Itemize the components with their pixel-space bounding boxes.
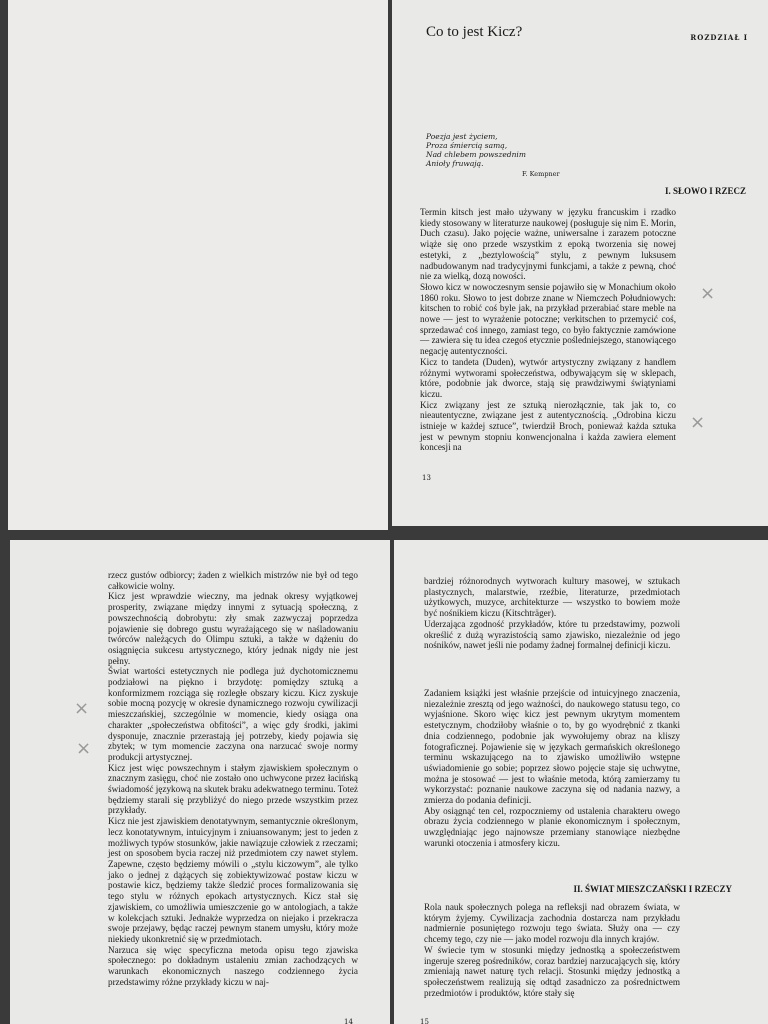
- page-15-body-bottom: [424, 902, 680, 998]
- paragraph: Narzuca się więc specyficzna metoda opisu tego zjawiska społecznego: po dokładnym ustaleniu zmian zachodzących w warunkach ekonomicznych naszego codziennego życia przedstawimy różne przykłady kiczu w naj-: [108, 944, 358, 987]
- page-number: 13: [422, 474, 431, 482]
- paragraph: bardziej różnorodnych wytworach kultury masowej, w sztukach plastycznych, malarstwie, rzeźbie, literaturze, przedmiotach użytkowych, muzyce, architekturze — wszystko to bowiem może być nośnikiem kiczu (Kitschträger).: [424, 576, 680, 619]
- page-15: [394, 540, 768, 1024]
- motto-author: F. Kempner: [522, 170, 560, 178]
- paragraph: Kicz związany jest ze sztuką nierozłącznie, tak jak to, co nieautentyczne, związane jest z autentycznością. „Odrobina kiczu istnieje w każdej sztuce”, twierdził Broch, ponieważ każda sztuka jest w pewnym stopniu konwencjonalna i każda zawiera element koncesji na: [420, 399, 676, 453]
- section-title: I. SŁOWO I RZECZ: [664, 186, 746, 196]
- page-14-body: [108, 570, 358, 987]
- paragraph: Zadaniem książki jest właśnie przejście od intuicyjnego znaczenia, niezależnie zresztą od jego ważności, do naukowego statusu tego, co wyjaśnione. Skoro więc kicz jest pewnym ukrytym momentem estetycznym, chodziłoby właśnie o to, by go wyodrębnić z tkanki dnia codziennego, podobnie jak wywołujemy obraz na kliszy fotograficznej. Pojawienie się w językach germańskich określonego terminu wskazującego na to zjawisko umożliwiło wstępne uświadomienie go sobie; poprzez słowo pojęcie staje się uchwytne, można je stosować — jest to właśnie metoda, którą zamierzamy tu wykorzystać: poznanie naukowe zaczyna się od nadania nazwy, a zmierza do podania definicji.: [424, 688, 680, 806]
- paragraph: Kicz jest więc powszechnym i stałym zjawiskiem społecznym o znacznym zasięgu, choć nie zostało ono uchwycone przez łacińską świadomość językową na skutek braku adekwatnego terminu. Toteż będziemy starali się przybliżyć do niego przede wszystkim przez przykłady.: [108, 762, 358, 816]
- pencil-cross-mark-icon: ×: [76, 738, 92, 759]
- motto-line: Poezja jest życiem,: [426, 132, 498, 141]
- motto: [426, 132, 526, 168]
- paragraph: rzecz gustów odbiorcy; żaden z wielkich mistrzów nie był od tego całkowicie wolny.: [108, 570, 358, 591]
- paragraph: Słowo kicz w nowoczesnym sensie pojawiło się w Monachium około 1860 roku. Słowo to jest dobrze znane w Niemczech Południowych: kitschen to robić coś byle jak, na przykład przerabiać stare meble na nowe — jest to wyrażenie potoczne; verkitschen to przemycić coś, sprzedawać coś innego, zamiast tego, co było faktycznie zamówione — zawiera się tu idea czegoś etycznie pośledniejszego, stanowiącego negację autentyczności.: [420, 281, 676, 357]
- chapter-title: Co to jest Kicz?: [426, 24, 523, 40]
- page-15-body-middle: [424, 688, 680, 849]
- page-15-body-top: [424, 576, 680, 651]
- chapter-label: ROZDZIAŁ I: [690, 33, 748, 42]
- paragraph: Kicz to tandeta (Duden), wytwór artystyczny związany z handlem różnymi wytworami społeczeństwa, odbywającym się w sklepach, które, podobnie jak dworce, stają się prawdziwymi świątyniami kiczu.: [420, 356, 676, 399]
- paragraph: Świat wartości estetycznych nie podlega już dychotomicznemu podziałowi na piękno i brzydotę: pomiędzy sztuką a konformizmem rozciąga się rozległe obszary kiczu. Kicz zyskuje sobie mocną pozycję w okresie dynamicznego rozwoju cywilizacji mieszczańskiej, szczególnie w momencie, kiedy osiąga ona charakter „społeczeństwa obfitości”, a więc gdy środki, jakimi dysponuje, znacznie przerastają jej potrzeby, kiedy pojawia się zbytek; w tym momencie zaczyna ona narzucać swoje normy produkcji artystycznej.: [108, 666, 358, 762]
- paragraph: Rola nauk społecznych polega na refleksji nad obrazem świata, w którym żyjemy. Cywilizacja zachodnia dostarcza nam przykładu nadmiernie posuniętego rozwoju tego świata. Służy ona — czy chcemy tego, czy nie — jako model rozwoju dla innych krajów.: [424, 902, 680, 945]
- page-13: [392, 0, 768, 526]
- section-title: II. ŚWIAT MIESZCZAŃSKI I RZECZY: [573, 884, 732, 894]
- page-14: [10, 540, 390, 1024]
- paragraph: W świecie tym w stosunki między jednostką a społeczeństwem ingeruje szereg pośredników, coraz bardziej narzucających się, który zmieniają nawet naturę tych relacji. Stosunki między jednostką a społeczeństwem realizują się odtąd zasadniczo za pośrednictwem przedmiotów i produktów, które stały się: [424, 944, 680, 998]
- motto-line: Anioły fruwają.: [426, 159, 484, 168]
- pencil-cross-mark-icon: ×: [700, 283, 716, 304]
- page-number: 14: [344, 1018, 353, 1024]
- paragraph: Kicz nie jest zjawiskiem denotatywnym, semantycznie określonym, lecz konotatywnym, intuicyjnym i zniuansowanym; jest to jeden z możliwych typów stosunków, jakie nawiązuje człowiek z rzeczami; jest on sposobem bycia raczej niż przedmiotem czy nawet stylem. Zapewne, często będziemy mówili o „stylu kiczowym”, ale tylko jako o jednej z dążących się zobiektywizować postaw kiczu w postawie kicz, będziemy także śledzić proces formalizowania się tego stylu w różnych epokach artystycznych. Kicz stał się zjawiskiem, co umożliwia umieszczenie go w antologiach, a także w kolekcjach sztuki. Jednakże wyprzedza on niejako i przekracza swoje przejawy, będąc raczej pewnym stanem umysłu, który może niekiedy ukonkretnić się w przedmiotach.: [108, 816, 358, 944]
- page-number: 15: [420, 1018, 429, 1024]
- paragraph: Kicz jest wprawdzie wieczny, ma jednak okresy wyjątkowej prosperity, związane między innymi z sytuacją społeczną, z powszechnością dobrobytu: zły smak zazwyczaj poprzedza pojawienie się dobrego gustu wyrażającego się w naśladowaniu twórców należących do Olimpu sztuki, a także w dążeniu do osiągnięcia sukcesu artystycznego, który jednak nigdy nie jest pełny.: [108, 591, 358, 666]
- paragraph: Termin kitsch jest mało używany w języku francuskim i rzadko kiedy stosowany w literaturze naukowej (posługuje się nim E. Morin, Duch czasu). Jako pojęcie ważne, uniwersalne i zarazem potoczne wiąże się ono przede wszystkim z epoką tworzenia się nowej estetyki, z „beztylowością” stylu, z pewnym luksusem nadbudowanym nad tradycyjnymi funkcjami, a także z pewną, choć nie za wielką, dozą nowości.: [420, 207, 676, 282]
- blank-left-page: [8, 0, 388, 530]
- pencil-cross-mark-icon: ×: [74, 698, 90, 719]
- motto-line: Nad chlebem powszednim: [426, 150, 526, 159]
- paragraph: Aby osiągnąć ten cel, rozpoczniemy od ustalenia charakteru owego obrazu życia codziennego w planie ekonomicznym i społecznym, uwzględniając jego najnowsze przemiany stanowiące niezbędne warunki otoczenia i atmosfery kiczu.: [424, 805, 680, 848]
- page-13-body: [420, 207, 676, 453]
- paragraph: Uderzająca zgodność przykładów, które tu przedstawimy, pozwoli określić z dużą wyrazistością samo zjawisko, niezależnie od jego nośników, nawet jeśli nie podamy żadnej formalnej definicji kiczu.: [424, 618, 680, 651]
- pencil-cross-mark-icon: ×: [690, 412, 706, 433]
- motto-line: Proza śmiercią samą,: [426, 141, 508, 150]
